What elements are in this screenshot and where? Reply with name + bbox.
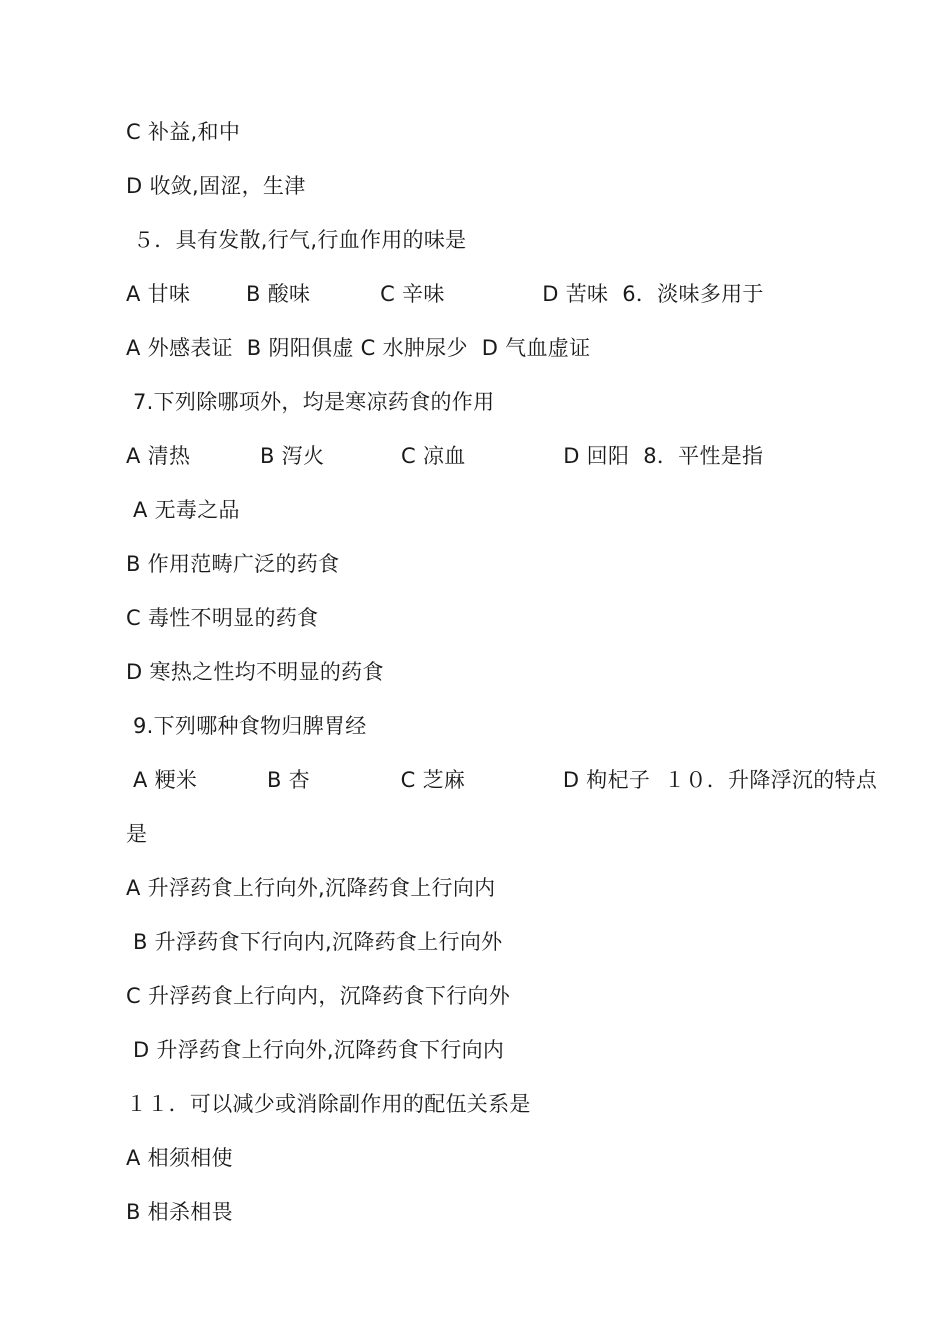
option-line: C 补益,和中: [126, 120, 241, 144]
option-line: C 升浮药食上行向内，沉降药食下行向外: [126, 984, 511, 1008]
option-line: A 相须相使: [126, 1146, 233, 1170]
question-line: 9.下列哪种食物归脾胃经: [126, 714, 367, 738]
question-line: 是: [126, 822, 148, 846]
option-line: D 升浮药食上行向外,沉降药食下行向内: [126, 1038, 505, 1062]
option-line: B 相杀相畏: [126, 1200, 233, 1224]
option-line: A 升浮药食上行向外,沉降药食上行向内: [126, 876, 496, 900]
option-line: C 毒性不明显的药食: [126, 606, 319, 630]
options-line: A 粳米 B 杏 C 芝麻 D 枸杞子 １０．升降浮沉的特点: [126, 768, 878, 792]
options-line: A 清热 B 泻火 C 凉血 D 回阳 8．平性是指: [126, 444, 764, 468]
option-line: A 无毒之品: [126, 498, 240, 522]
option-line: D 收敛,固涩，生津: [126, 174, 306, 198]
options-line: A 甘味 B 酸味 C 辛味 D 苦味 6．淡味多用于: [126, 282, 764, 306]
question-line: １１．可以减少或消除副作用的配伍关系是: [126, 1092, 531, 1116]
option-line: B 升浮药食下行向内,沉降药食上行向外: [126, 930, 503, 954]
options-line: A 外感表证 B 阴阳俱虚 C 水肿尿少 D 气血虚证: [126, 336, 591, 360]
option-line: D 寒热之性均不明显的药食: [126, 660, 384, 684]
question-line: ５．具有发散,行气,行血作用的味是: [126, 228, 467, 252]
question-line: 7.下列除哪项外，均是寒凉药食的作用: [126, 390, 495, 414]
option-line: B 作用范畴广泛的药食: [126, 552, 340, 576]
